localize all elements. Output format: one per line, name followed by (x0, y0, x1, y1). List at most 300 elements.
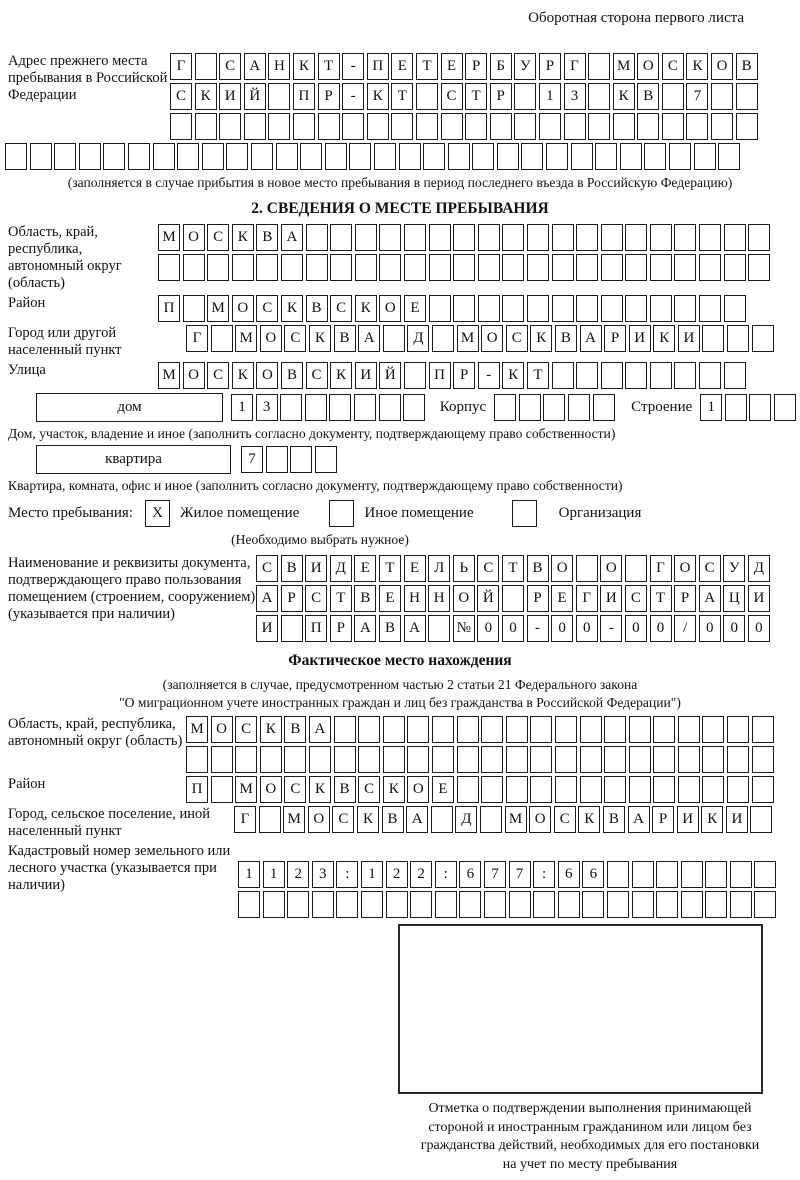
form-cell[interactable] (300, 143, 322, 170)
form-cell[interactable] (752, 776, 774, 803)
form-cell[interactable] (54, 143, 76, 170)
form-cell[interactable]: И (305, 555, 327, 582)
form-cell[interactable] (625, 224, 647, 251)
form-cell[interactable]: О (529, 806, 551, 833)
form-cell[interactable]: О (711, 53, 733, 80)
form-cell[interactable]: А (628, 806, 650, 833)
form-cell[interactable] (705, 891, 727, 918)
form-cell[interactable]: О (453, 585, 475, 612)
form-cell[interactable] (724, 254, 746, 281)
form-cell[interactable] (588, 83, 610, 110)
form-cell[interactable] (601, 295, 623, 322)
form-cell[interactable] (428, 615, 450, 642)
form-cell[interactable] (211, 746, 233, 773)
form-cell[interactable]: Т (650, 585, 672, 612)
form-cell[interactable] (158, 254, 180, 281)
form-cell[interactable] (527, 295, 549, 322)
form-cell[interactable] (632, 891, 654, 918)
form-cell[interactable] (724, 362, 746, 389)
form-cell[interactable] (457, 746, 479, 773)
form-cell[interactable]: 1 (238, 861, 260, 888)
form-cell[interactable] (656, 891, 678, 918)
form-cell[interactable] (478, 224, 500, 251)
form-cell[interactable] (502, 254, 524, 281)
form-cell[interactable] (555, 716, 577, 743)
form-cell[interactable] (593, 394, 615, 421)
form-cell[interactable]: 0 (723, 615, 745, 642)
form-cell[interactable] (260, 746, 282, 773)
form-cell[interactable] (318, 113, 340, 140)
form-cell[interactable] (527, 224, 549, 251)
form-cell[interactable] (358, 746, 380, 773)
form-cell[interactable]: П (367, 53, 389, 80)
form-cell[interactable] (736, 113, 758, 140)
form-cell[interactable]: С (256, 555, 278, 582)
form-cell[interactable] (256, 254, 278, 281)
form-cell[interactable] (752, 716, 774, 743)
form-cell[interactable] (410, 891, 432, 918)
form-cell[interactable] (699, 224, 721, 251)
form-cell[interactable] (484, 891, 506, 918)
form-cell[interactable] (195, 113, 217, 140)
form-cell[interactable] (305, 394, 327, 421)
form-cell[interactable] (383, 325, 405, 352)
form-cell[interactable]: О (232, 295, 254, 322)
form-cell[interactable] (407, 716, 429, 743)
form-cell[interactable]: А (309, 716, 331, 743)
form-cell[interactable] (656, 861, 678, 888)
form-cell[interactable]: У (514, 53, 536, 80)
form-cell[interactable]: 3 (312, 861, 334, 888)
form-cell[interactable]: : (533, 861, 555, 888)
form-cell[interactable] (678, 776, 700, 803)
form-cell[interactable]: 1 (263, 861, 285, 888)
form-cell[interactable] (281, 254, 303, 281)
form-cell[interactable] (429, 295, 451, 322)
form-cell[interactable] (711, 113, 733, 140)
form-cell[interactable]: Т (318, 53, 340, 80)
form-cell[interactable] (644, 143, 666, 170)
form-cell[interactable] (502, 224, 524, 251)
form-cell[interactable]: С (699, 555, 721, 582)
form-cell[interactable]: В (555, 325, 577, 352)
form-cell[interactable] (543, 394, 565, 421)
form-cell[interactable] (588, 53, 610, 80)
form-cell[interactable]: Д (748, 555, 770, 582)
form-cell[interactable] (620, 143, 642, 170)
form-cell[interactable] (607, 891, 629, 918)
form-cell[interactable] (576, 362, 598, 389)
form-cell[interactable] (334, 746, 356, 773)
form-cell[interactable] (625, 362, 647, 389)
form-cell[interactable] (334, 716, 356, 743)
form-cell[interactable]: С (332, 806, 354, 833)
form-cell[interactable]: С (306, 362, 328, 389)
form-cell[interactable] (494, 394, 516, 421)
form-cell[interactable]: С (305, 585, 327, 612)
form-cell[interactable] (530, 716, 552, 743)
form-cell[interactable]: М (613, 53, 635, 80)
form-cell[interactable]: Г (170, 53, 192, 80)
form-cell[interactable] (576, 224, 598, 251)
form-cell[interactable] (186, 746, 208, 773)
form-cell[interactable] (354, 394, 376, 421)
form-cell[interactable]: П (305, 615, 327, 642)
form-cell[interactable]: И (677, 806, 699, 833)
form-cell[interactable] (678, 746, 700, 773)
form-cell[interactable] (183, 254, 205, 281)
form-cell[interactable] (429, 254, 451, 281)
form-cell[interactable]: Р (490, 83, 512, 110)
form-cell[interactable]: 3 (256, 394, 278, 421)
form-cell[interactable] (674, 254, 696, 281)
form-cell[interactable]: П (186, 776, 208, 803)
form-cell[interactable]: К (367, 83, 389, 110)
form-cell[interactable] (287, 891, 309, 918)
form-cell[interactable] (457, 776, 479, 803)
form-cell[interactable] (674, 362, 696, 389)
form-cell[interactable] (705, 861, 727, 888)
form-cell[interactable] (727, 325, 749, 352)
form-cell[interactable]: С (358, 776, 380, 803)
form-cell[interactable] (530, 776, 552, 803)
form-cell[interactable] (490, 113, 512, 140)
form-cell[interactable]: С (477, 555, 499, 582)
form-cell[interactable]: С (219, 53, 241, 80)
form-cell[interactable] (607, 861, 629, 888)
form-cell[interactable] (718, 143, 740, 170)
form-cell[interactable]: О (308, 806, 330, 833)
form-cell[interactable] (552, 295, 574, 322)
form-cell[interactable]: 0 (748, 615, 770, 642)
form-cell[interactable] (604, 776, 626, 803)
form-cell[interactable]: Р (674, 585, 696, 612)
form-cell[interactable]: Р (281, 585, 303, 612)
form-cell[interactable]: С (170, 83, 192, 110)
form-cell[interactable] (481, 716, 503, 743)
form-cell[interactable]: Р (318, 83, 340, 110)
checkbox-other-premises[interactable] (329, 500, 354, 527)
form-cell[interactable] (268, 113, 290, 140)
form-cell[interactable] (259, 806, 281, 833)
form-cell[interactable]: 1 (700, 394, 722, 421)
form-cell[interactable]: Т (465, 83, 487, 110)
form-cell[interactable] (637, 113, 659, 140)
form-cell[interactable]: А (281, 224, 303, 251)
form-cell[interactable] (244, 113, 266, 140)
form-cell[interactable] (306, 254, 328, 281)
form-cell[interactable]: А (358, 325, 380, 352)
form-cell[interactable]: 1 (539, 83, 561, 110)
form-cell[interactable]: А (244, 53, 266, 80)
form-cell[interactable]: С (207, 224, 229, 251)
form-cell[interactable]: М (158, 362, 180, 389)
form-cell[interactable]: К (653, 325, 675, 352)
form-cell[interactable]: Т (330, 585, 352, 612)
form-cell[interactable] (330, 224, 352, 251)
form-cell[interactable]: 0 (650, 615, 672, 642)
form-cell[interactable] (441, 113, 463, 140)
form-cell[interactable] (448, 143, 470, 170)
form-cell[interactable] (457, 716, 479, 743)
form-cell[interactable]: У (723, 555, 745, 582)
form-cell[interactable] (582, 891, 604, 918)
form-cell[interactable]: 7 (241, 446, 263, 473)
form-cell[interactable]: : (435, 861, 457, 888)
form-cell[interactable]: Й (379, 362, 401, 389)
form-cell[interactable] (263, 891, 285, 918)
form-cell[interactable] (555, 776, 577, 803)
form-cell[interactable]: К (309, 776, 331, 803)
form-cell[interactable]: 0 (477, 615, 499, 642)
form-cell[interactable]: С (625, 585, 647, 612)
form-cell[interactable] (629, 776, 651, 803)
form-cell[interactable]: С (506, 325, 528, 352)
form-cell[interactable] (404, 254, 426, 281)
form-cell[interactable]: Д (330, 555, 352, 582)
form-cell[interactable] (481, 776, 503, 803)
form-cell[interactable]: Ц (723, 585, 745, 612)
form-cell[interactable]: Д (455, 806, 477, 833)
form-cell[interactable]: Р (330, 615, 352, 642)
form-cell[interactable] (580, 746, 602, 773)
form-cell[interactable] (568, 394, 590, 421)
form-cell[interactable]: К (383, 776, 405, 803)
form-cell[interactable]: К (195, 83, 217, 110)
form-cell[interactable]: Т (379, 555, 401, 582)
form-cell[interactable] (509, 891, 531, 918)
form-cell[interactable]: П (429, 362, 451, 389)
form-cell[interactable] (153, 143, 175, 170)
form-cell[interactable]: Г (234, 806, 256, 833)
form-cell[interactable]: В (281, 555, 303, 582)
form-cell[interactable] (235, 746, 257, 773)
form-cell[interactable]: С (207, 362, 229, 389)
form-cell[interactable] (423, 143, 445, 170)
form-cell[interactable]: Т (502, 555, 524, 582)
form-cell[interactable] (595, 143, 617, 170)
form-cell[interactable] (481, 746, 503, 773)
form-cell[interactable] (674, 224, 696, 251)
form-cell[interactable] (431, 806, 453, 833)
form-cell[interactable]: 2 (410, 861, 432, 888)
form-cell[interactable]: 6 (582, 861, 604, 888)
form-cell[interactable] (281, 615, 303, 642)
form-cell[interactable]: И (219, 83, 241, 110)
form-cell[interactable]: Р (604, 325, 626, 352)
checkbox-organization[interactable] (512, 500, 537, 527)
form-cell[interactable]: Е (404, 295, 426, 322)
form-cell[interactable]: К (578, 806, 600, 833)
form-cell[interactable]: А (354, 615, 376, 642)
form-cell[interactable]: С (256, 295, 278, 322)
form-cell[interactable] (497, 143, 519, 170)
form-cell[interactable] (650, 362, 672, 389)
form-cell[interactable] (453, 254, 475, 281)
checkbox-residential[interactable]: X (145, 500, 170, 527)
form-cell[interactable] (650, 254, 672, 281)
form-cell[interactable] (506, 776, 528, 803)
form-cell[interactable]: С (235, 716, 257, 743)
form-cell[interactable]: И (355, 362, 377, 389)
form-cell[interactable] (514, 83, 536, 110)
form-cell[interactable] (183, 295, 205, 322)
form-cell[interactable]: А (406, 806, 428, 833)
form-cell[interactable]: К (260, 716, 282, 743)
form-cell[interactable]: С (330, 295, 352, 322)
form-cell[interactable] (754, 891, 776, 918)
form-cell[interactable]: 0 (551, 615, 573, 642)
form-cell[interactable]: М (235, 776, 257, 803)
form-cell[interactable]: 0 (576, 615, 598, 642)
form-cell[interactable]: 7 (686, 83, 708, 110)
form-cell[interactable]: Е (404, 555, 426, 582)
form-cell[interactable] (177, 143, 199, 170)
form-cell[interactable]: Г (576, 585, 598, 612)
form-cell[interactable]: В (256, 224, 278, 251)
form-cell[interactable]: С (441, 83, 463, 110)
form-cell[interactable]: И (748, 585, 770, 612)
form-cell[interactable] (325, 143, 347, 170)
form-cell[interactable] (459, 891, 481, 918)
form-cell[interactable]: В (382, 806, 404, 833)
form-cell[interactable]: 7 (484, 861, 506, 888)
form-cell[interactable] (276, 143, 298, 170)
form-cell[interactable] (251, 143, 273, 170)
form-cell[interactable] (103, 143, 125, 170)
form-cell[interactable] (207, 254, 229, 281)
form-cell[interactable]: В (306, 295, 328, 322)
form-cell[interactable]: О (256, 362, 278, 389)
form-cell[interactable] (232, 254, 254, 281)
form-cell[interactable] (604, 716, 626, 743)
form-cell[interactable] (750, 806, 772, 833)
form-cell[interactable] (355, 254, 377, 281)
form-cell[interactable] (383, 746, 405, 773)
form-cell[interactable] (330, 254, 352, 281)
form-cell[interactable] (280, 394, 302, 421)
form-cell[interactable] (219, 113, 241, 140)
form-cell[interactable] (379, 254, 401, 281)
form-cell[interactable]: / (674, 615, 696, 642)
form-cell[interactable] (404, 362, 426, 389)
form-cell[interactable] (502, 295, 524, 322)
form-cell[interactable] (355, 224, 377, 251)
form-cell[interactable] (530, 746, 552, 773)
form-cell[interactable]: К (613, 83, 635, 110)
form-cell[interactable]: Г (650, 555, 672, 582)
form-cell[interactable]: Р (652, 806, 674, 833)
form-cell[interactable] (379, 224, 401, 251)
form-cell[interactable]: К (355, 295, 377, 322)
form-cell[interactable] (404, 224, 426, 251)
form-cell[interactable]: 3 (564, 83, 586, 110)
form-cell[interactable] (681, 891, 703, 918)
form-cell[interactable] (472, 143, 494, 170)
form-cell[interactable] (576, 555, 598, 582)
form-cell[interactable]: 2 (386, 861, 408, 888)
form-cell[interactable] (588, 113, 610, 140)
form-cell[interactable]: - (527, 615, 549, 642)
form-cell[interactable] (506, 716, 528, 743)
form-cell[interactable] (480, 806, 502, 833)
form-cell[interactable]: Е (354, 555, 376, 582)
form-cell[interactable]: К (530, 325, 552, 352)
form-cell[interactable] (432, 325, 454, 352)
form-cell[interactable]: М (186, 716, 208, 743)
form-cell[interactable]: 2 (287, 861, 309, 888)
form-cell[interactable] (625, 254, 647, 281)
form-cell[interactable]: В (354, 585, 376, 612)
form-cell[interactable] (650, 295, 672, 322)
form-cell[interactable] (315, 446, 337, 473)
form-cell[interactable] (555, 746, 577, 773)
form-cell[interactable] (429, 224, 451, 251)
form-cell[interactable] (727, 746, 749, 773)
form-cell[interactable] (465, 113, 487, 140)
form-cell[interactable] (5, 143, 27, 170)
form-cell[interactable] (669, 143, 691, 170)
form-cell[interactable] (730, 861, 752, 888)
form-cell[interactable] (711, 83, 733, 110)
form-cell[interactable]: О (674, 555, 696, 582)
form-cell[interactable]: А (256, 585, 278, 612)
form-cell[interactable]: К (330, 362, 352, 389)
form-cell[interactable]: 0 (502, 615, 524, 642)
form-cell[interactable]: М (207, 295, 229, 322)
form-cell[interactable] (266, 446, 288, 473)
form-cell[interactable]: К (232, 362, 254, 389)
form-cell[interactable]: О (407, 776, 429, 803)
form-cell[interactable]: К (502, 362, 524, 389)
form-cell[interactable] (391, 113, 413, 140)
form-cell[interactable]: Н (428, 585, 450, 612)
form-cell[interactable]: - (478, 362, 500, 389)
form-cell[interactable]: Д (407, 325, 429, 352)
form-cell[interactable]: Е (441, 53, 463, 80)
form-cell[interactable] (699, 362, 721, 389)
form-cell[interactable]: О (637, 53, 659, 80)
form-cell[interactable] (702, 325, 724, 352)
form-cell[interactable] (653, 776, 675, 803)
form-cell[interactable]: О (481, 325, 503, 352)
form-cell[interactable] (170, 113, 192, 140)
form-cell[interactable]: С (284, 776, 306, 803)
form-cell[interactable]: О (260, 325, 282, 352)
form-cell[interactable]: В (281, 362, 303, 389)
form-cell[interactable] (604, 746, 626, 773)
form-cell[interactable] (349, 143, 371, 170)
form-cell[interactable]: А (580, 325, 602, 352)
form-cell[interactable]: Й (477, 585, 499, 612)
form-cell[interactable] (725, 394, 747, 421)
form-cell[interactable]: Е (432, 776, 454, 803)
form-cell[interactable] (678, 716, 700, 743)
form-cell[interactable] (724, 295, 746, 322)
form-cell[interactable] (752, 746, 774, 773)
form-cell[interactable] (329, 394, 351, 421)
form-cell[interactable] (539, 113, 561, 140)
form-cell[interactable] (358, 716, 380, 743)
form-cell[interactable] (674, 295, 696, 322)
form-cell[interactable]: И (256, 615, 278, 642)
form-cell[interactable]: 0 (699, 615, 721, 642)
form-cell[interactable]: В (736, 53, 758, 80)
form-cell[interactable]: В (603, 806, 625, 833)
form-cell[interactable] (730, 891, 752, 918)
form-cell[interactable] (552, 224, 574, 251)
form-cell[interactable]: М (235, 325, 257, 352)
